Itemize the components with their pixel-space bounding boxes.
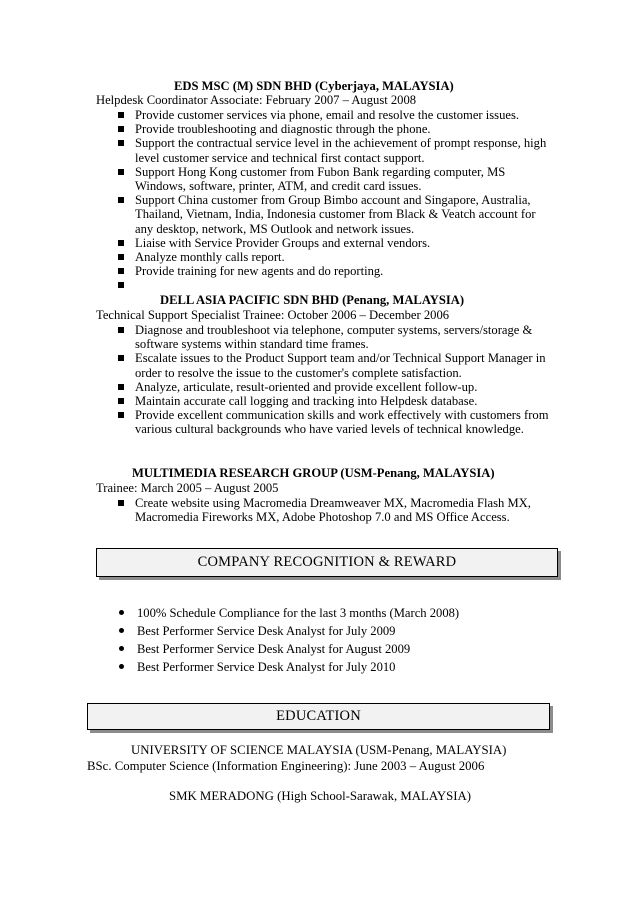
recognition-list xyxy=(118,604,548,676)
education-school: SMK MERADONG (High School-Sarawak, MALAYSIA) xyxy=(169,789,472,803)
list-item: 100% Schedule Compliance for the last 3 months (March 2008) xyxy=(118,604,548,622)
list-item: Escalate issues to the Product Support team and/or Technical Support Manager in order to resolve the issue to the customer's complete satisfaction. xyxy=(118,351,550,379)
list-item: Support Hong Kong customer from Fubon Bank regarding computer, MS Windows, software, printer, ATM, and credit card issues. xyxy=(118,165,550,193)
list-item: Provide customer services via phone, email and resolve the customer issues. xyxy=(118,108,550,122)
education-degree: BSc. Computer Science (Information Engineering): June 2003 – August 2006 xyxy=(87,759,485,773)
list-item: Analyze, articulate, result-oriented and provide excellent follow-up. xyxy=(118,380,550,394)
list-item: Support China customer from Group Bimbo account and Singapore, Australia, Thailand, Vietnam, India, Indonesia customer from Black & Veatch account for any desktop, network, MS Outlook and network issues. xyxy=(118,193,550,236)
list-item: Best Performer Service Desk Analyst for July 2010 xyxy=(118,658,548,676)
job-bullets-eds xyxy=(118,108,550,292)
job-company-eds: EDS MSC (M) SDN BHD (Cyberjaya, MALAYSIA) xyxy=(174,79,454,93)
list-item: Diagnose and troubleshoot via telephone, computer systems, servers/storage & software systems within standard time frames. xyxy=(118,323,550,351)
list-item: Create website using Macromedia Dreamweaver MX, Macromedia Flash MX, Macromedia Fireworks MX, Adobe Photoshop 7.0 and MS Office Access. xyxy=(118,496,550,524)
job-role-eds: Helpdesk Coordinator Associate: February 2007 – August 2008 xyxy=(96,93,417,107)
list-item: Analyze monthly calls report. xyxy=(118,250,550,264)
list-item: Support the contractual service level in the achievement of prompt response, high level customer service and technical first contact support. xyxy=(118,136,550,164)
list-item: Maintain accurate call logging and tracking into Helpdesk database. xyxy=(118,394,550,408)
job-company-dell: DELL ASIA PACIFIC SDN BHD (Penang, MALAYSIA) xyxy=(160,293,465,307)
section-heading-recognition: COMPANY RECOGNITION & REWARD xyxy=(96,548,558,577)
list-item: Best Performer Service Desk Analyst for July 2009 xyxy=(118,622,548,640)
list-item: Provide excellent communication skills and work effectively with customers from various cultural backgrounds who have varied levels of technical knowledge. xyxy=(118,408,550,436)
education-university: UNIVERSITY OF SCIENCE MALAYSIA (USM-Penang, MALAYSIA) xyxy=(131,743,507,757)
list-item: Provide troubleshooting and diagnostic through the phone. xyxy=(118,122,550,136)
section-heading-education: EDUCATION xyxy=(87,703,550,730)
list-item: Best Performer Service Desk Analyst for August 2009 xyxy=(118,640,548,658)
job-bullets-multimedia xyxy=(118,496,550,524)
list-item xyxy=(118,278,550,292)
list-item: Liaise with Service Provider Groups and external vendors. xyxy=(118,236,550,250)
job-company-multimedia: MULTIMEDIA RESEARCH GROUP (USM-Penang, MALAYSIA) xyxy=(132,466,495,480)
job-role-dell: Technical Support Specialist Trainee: October 2006 – December 2006 xyxy=(96,308,450,322)
job-bullets-dell xyxy=(118,323,550,437)
job-role-multimedia: Trainee: March 2005 – August 2005 xyxy=(96,481,279,495)
list-item: Provide training for new agents and do reporting. xyxy=(118,264,550,278)
